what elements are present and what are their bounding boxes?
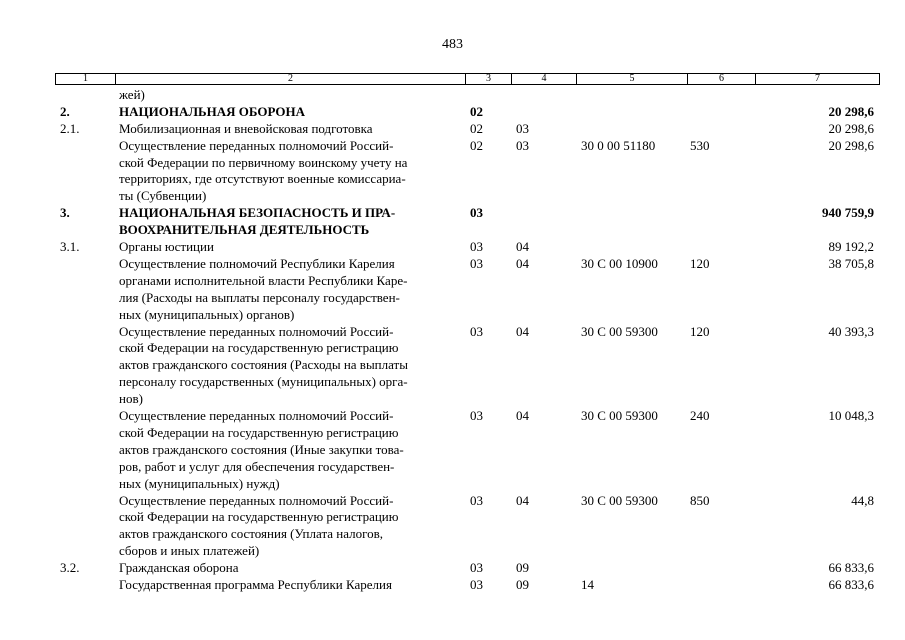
table-row	[0, 87, 905, 104]
table-row	[0, 205, 905, 239]
description-line: Осуществление переданных полномочий Россий-	[119, 137, 394, 153]
description-line: Осуществление переданных полномочий Россий-	[119, 323, 394, 339]
description-line: нов)	[119, 391, 143, 407]
amount: 940 759,9	[822, 205, 874, 221]
subsection-code: 04	[516, 239, 529, 255]
target-article-code: 30 С 00 10900	[581, 255, 658, 271]
amount: 40 393,3	[828, 323, 874, 339]
table-body	[0, 87, 905, 594]
section-code: 03	[470, 408, 483, 424]
target-article-code: 30 С 00 59300	[581, 492, 658, 508]
column-header-row	[55, 73, 880, 85]
section-code: 03	[470, 323, 483, 339]
target-article-code: 14	[581, 577, 594, 593]
table-row	[0, 577, 905, 594]
subsection-code: 04	[516, 255, 529, 271]
description-line: актов гражданского состояния (Уплата налогов,	[119, 526, 384, 542]
description-line: ской Федерации на государственную регистрацию	[119, 509, 399, 525]
row-number: 3.	[60, 205, 70, 221]
row-description	[119, 239, 214, 256]
row-description	[119, 577, 392, 594]
row-description	[119, 104, 305, 121]
row-number: 2.	[60, 103, 70, 119]
amount: 10 048,3	[828, 408, 874, 424]
section-code: 03	[470, 492, 483, 508]
expense-type-code: 850	[690, 492, 710, 508]
amount: 20 298,6	[828, 137, 874, 153]
column-header: 7	[815, 73, 820, 84]
expense-type-code: 240	[690, 408, 710, 424]
expense-type-code: 530	[690, 137, 710, 153]
column-header: 2	[116, 74, 466, 84]
table-row	[0, 138, 905, 206]
description-line: сборов и иных платежей)	[119, 543, 260, 559]
section-code: 03	[470, 577, 483, 593]
description-line: НАЦИОНАЛЬНАЯ ОБОРОНА	[119, 103, 305, 119]
amount: 89 192,2	[828, 239, 874, 255]
section-code: 02	[470, 137, 483, 153]
table-row	[0, 324, 905, 409]
description-line: лия (Расходы на выплаты персоналу государствен-	[119, 289, 400, 305]
subsection-code: 03	[516, 120, 529, 136]
amount: 66 833,6	[828, 577, 874, 593]
row-description	[119, 324, 408, 409]
description-line: Органы юстиции	[119, 239, 214, 255]
table-row	[0, 104, 905, 121]
description-line: НАЦИОНАЛЬНАЯ БЕЗОПАСНОСТЬ И ПРА-	[119, 205, 396, 221]
table-row	[0, 121, 905, 138]
subsection-code: 03	[516, 137, 529, 153]
section-code: 02	[470, 103, 483, 119]
description-line: персоналу государственных (муниципальных) орга-	[119, 374, 408, 390]
description-line: ты (Субвенции)	[119, 188, 207, 204]
row-description	[119, 560, 239, 577]
row-number: 2.1.	[60, 120, 80, 136]
target-article-code: 30 0 00 51180	[581, 137, 656, 153]
subsection-code: 04	[516, 492, 529, 508]
target-article-code: 30 С 00 59300	[581, 323, 658, 339]
column-header: 3	[466, 74, 512, 84]
column-header: 5	[577, 74, 688, 84]
expense-type-code: 120	[690, 255, 710, 271]
column-header: 6	[688, 74, 756, 84]
table-row	[0, 560, 905, 577]
row-description	[119, 205, 395, 239]
description-line: Гражданская оборона	[119, 560, 239, 576]
row-number: 3.1.	[60, 239, 80, 255]
description-line: Осуществление переданных полномочий Россий-	[119, 492, 394, 508]
column-header: 1	[56, 74, 116, 84]
description-line: ской Федерации на государственную регистрацию	[119, 340, 399, 356]
table-row	[0, 493, 905, 561]
page-number: 483	[442, 37, 463, 52]
row-description	[119, 121, 373, 138]
table-row	[0, 239, 905, 256]
description-line: Мобилизационная и вневойсковая подготовка	[119, 120, 373, 136]
description-line: органами исполнительной власти Республики Каре-	[119, 272, 408, 288]
description-line: Осуществление переданных полномочий Россий-	[119, 408, 394, 424]
description-line: жей)	[119, 87, 145, 102]
amount: 66 833,6	[828, 560, 874, 576]
row-description	[119, 256, 407, 324]
table-row	[0, 408, 905, 493]
subsection-code: 09	[516, 577, 529, 593]
row-description	[119, 138, 407, 206]
description-line: актов гражданского состояния (Расходы на выплаты	[119, 357, 408, 373]
description-line: ской Федерации на государственную регистрацию	[119, 424, 399, 440]
row-description	[119, 87, 145, 104]
section-code: 02	[470, 120, 483, 136]
subsection-code: 04	[516, 323, 529, 339]
section-code: 03	[470, 239, 483, 255]
amount: 44,8	[851, 492, 874, 508]
description-line: ской Федерации по первичному воинскому учету на	[119, 154, 408, 170]
section-code: 03	[470, 205, 483, 221]
subsection-code: 09	[516, 560, 529, 576]
row-description	[119, 408, 404, 493]
amount: 38 705,8	[828, 255, 874, 271]
target-article-code: 30 С 00 59300	[581, 408, 658, 424]
description-line: ров, работ и услуг для обеспечения государствен-	[119, 458, 395, 474]
table-row	[0, 256, 905, 324]
amount: 20 298,6	[828, 103, 874, 119]
description-line: ВООХРАНИТЕЛЬНАЯ ДЕЯТЕЛЬНОСТЬ	[119, 222, 370, 238]
expense-type-code: 120	[690, 323, 710, 339]
row-number: 3.2.	[60, 560, 80, 576]
description-line: территориях, где отсутствуют военные комиссариа-	[119, 171, 406, 187]
row-description	[119, 493, 398, 561]
subsection-code: 04	[516, 408, 529, 424]
description-line: Государственная программа Республики Карелия	[119, 577, 392, 593]
description-line: ных (муниципальных) нужд)	[119, 475, 280, 491]
description-line: Осуществление полномочий Республики Карелия	[119, 255, 395, 271]
section-code: 03	[470, 560, 483, 576]
description-line: ных (муниципальных) органов)	[119, 306, 295, 322]
amount: 20 298,6	[828, 120, 874, 136]
section-code: 03	[470, 255, 483, 271]
column-header: 4	[512, 74, 577, 84]
description-line: актов гражданского состояния (Иные закупки това-	[119, 441, 404, 457]
